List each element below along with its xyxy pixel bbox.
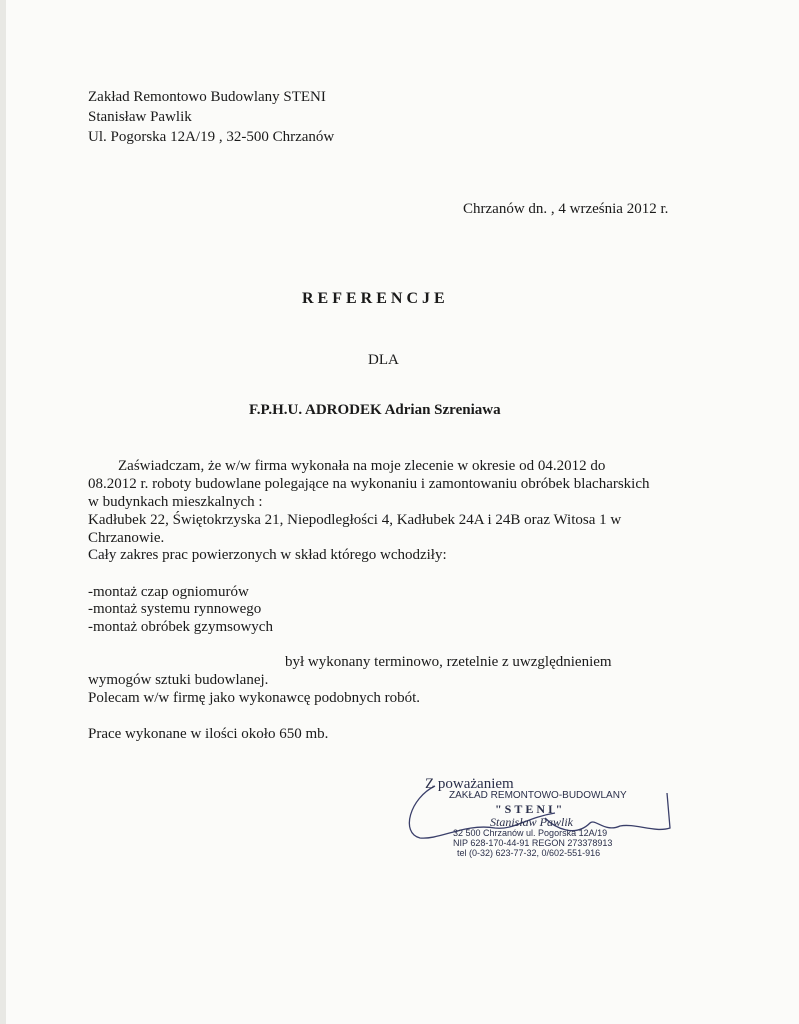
work-item: -montaż systemu rynnowego (88, 601, 262, 617)
work-item: -montaż czap ogniomurów (88, 584, 249, 600)
quantity-line: Prace wykonane w ilości około 650 mb. (88, 726, 329, 742)
body-line: Cały zakres prac powierzonych w skład którego wchodziły: (88, 547, 447, 563)
body-line: 08.2012 r. roboty budowlane polegające na wykonaniu i zamontowaniu obróbek blacharskich (88, 476, 650, 492)
document-title: REFERENCJE (302, 290, 449, 307)
stamp-line: "STENI" (495, 802, 566, 816)
date-line: Chrzanów dn. , 4 września 2012 r. (463, 201, 669, 217)
body-line: w budynkach mieszkalnych : (88, 494, 263, 510)
stamp-line: ZAKŁAD REMONTOWO-BUDOWLANY (449, 790, 627, 801)
for-label: DLA (368, 352, 399, 368)
work-item: -montaż obróbek gzymsowych (88, 619, 273, 635)
scan-edge (0, 0, 6, 1024)
company-stamp (405, 778, 665, 868)
sender-company: Zakład Remontowo Budowlany STENI (88, 89, 326, 105)
body-line: Chrzanowie. (88, 530, 165, 546)
conclusion-line: Polecam w/w firmę jako wykonawcę podobnych robót. (88, 690, 420, 706)
body-line: Zaświadczam, że w/w firma wykonała na moje zlecenie w okresie od 04.2012 do (118, 458, 606, 474)
sender-name: Stanisław Pawlik (88, 109, 192, 125)
conclusion-line: był wykonany terminowo, rzetelnie z uwzględnieniem (285, 654, 612, 670)
stamp-line: tel (0-32) 623-77-32, 0/602-551-916 (457, 848, 601, 858)
recipient: F.P.H.U. ADRODEK Adrian Szreniawa (249, 402, 501, 418)
sender-address: Ul. Pogorska 12A/19 , 32-500 Chrzanów (88, 129, 335, 145)
stamp-line: 32 500 Chrzanów ul. Pogorska 12A/19 (453, 828, 608, 838)
body-line: Kadłubek 22, Świętokrzyska 21, Niepodległości 4, Kadłubek 24A i 24B oraz Witosa 1 w (88, 512, 622, 528)
conclusion-line: wymogów sztuki budowlanej. (88, 672, 269, 688)
stamp-line: NIP 628-170-44-91 REGON 273378913 (453, 838, 613, 848)
stamp-line: Stanisław Pawlik (490, 815, 574, 829)
closing: Z poważaniem (425, 776, 514, 792)
